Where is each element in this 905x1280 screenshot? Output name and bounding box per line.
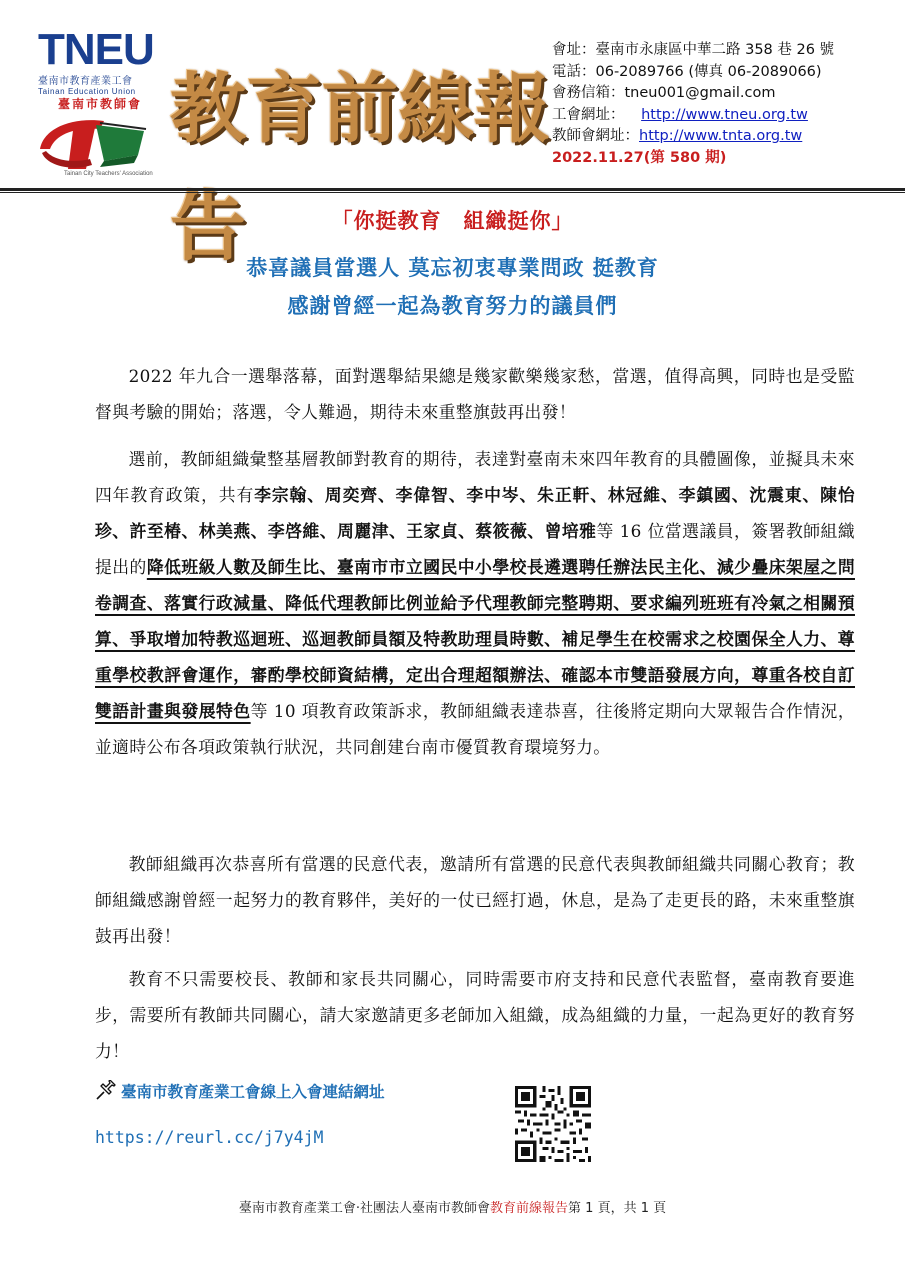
paragraph-4: 教育不只需要校長、教師和家長共同關心，同時需要市府支持和民意代表監督，臺南教育要進步，需要所有教師共同關心，請大家邀請更多老師加入組織，成為組織的力量，一起為更好的教育努力！	[95, 969, 855, 1061]
footer-org: 臺南市教育產業工會‧社團法人臺南市教師會	[238, 1201, 491, 1216]
union-site-line	[552, 105, 897, 127]
headline-line-3: 感謝曾經一起為教育努力的議員們	[287, 294, 618, 318]
tneu-logo	[38, 25, 162, 96]
pushpin-icon	[95, 1080, 117, 1100]
teacher-site-line	[552, 126, 897, 148]
union-site-link[interactable]: http://www.tneu.org.tw	[641, 106, 808, 123]
issue-date: 2022.11.27(第 580 期)	[552, 149, 727, 166]
masthead-text: 教育前線報告	[170, 64, 550, 271]
tta-name-cn: 臺南市教師會	[58, 97, 143, 111]
header-divider	[0, 188, 905, 193]
union-site-label: 工會網址：	[552, 106, 625, 123]
qr-code-icon[interactable]	[515, 1086, 591, 1162]
tta-emblem-icon	[34, 109, 162, 173]
footer-publication: 教育前線報告	[490, 1201, 569, 1216]
email-line: 會務信箱：tneu001@gmail.com	[552, 85, 776, 101]
teacher-site-link[interactable]: http://www.tnta.org.tw	[639, 128, 803, 144]
tneu-name-en: Tainan Education Union	[38, 87, 136, 96]
paragraph-1: 2022 年九合一選舉落幕，面對選舉結果總是幾家歡樂幾家愁，當選，值得高興，同時也是受監督與考驗的開始；落選，令人難過，期待未來重整旗鼓再出發！	[95, 366, 855, 422]
tneu-logo-text: TNEU	[38, 25, 154, 74]
join-label-text: 臺南市教育產業工會線上入會連結網址	[121, 1083, 385, 1101]
footer-page: 第 1 頁，共 1 頁	[568, 1201, 667, 1216]
councilor-names: 李宗翰、周奕齊、李偉智、李中岑、朱正軒、林冠維、李鎮國、沈震東、陳怡珍、許至椿、林美燕、李啓維、周麗津、王家貞、蔡筱薇、曾培雅	[95, 485, 855, 541]
paragraph-3: 教師組織再次恭喜所有當選的民意代表，邀請所有當選的民意代表與教師組織共同關心教育；教師組織感謝曾經一起努力的教育夥伴，美好的一仗已經打過，休息，是為了走更長的路，未來重整旗鼓再出發！	[95, 854, 855, 946]
slogan-title: 「你挺教育 組織挺你」	[331, 209, 574, 233]
paragraph-2-end: 等 10 項教育政策訴求，教師組織表達恭喜，往後將定期向大眾報告合作情況，並適時公布各項政策執行狀況，共同創建台南市優質教育環境努力。	[95, 701, 856, 757]
paragraph-2-mid: 等 16 位當選議員，簽署教師組織提出的	[95, 521, 855, 577]
join-url-link[interactable]: https://reurl.cc/j7y4jM	[95, 1128, 324, 1147]
policy-demands: 降低班級人數及師生比、臺南市市立國民中小學校長遴選聘任辦法民主化、減少疊床架屋之問卷調查、落實行政減量、降低代理教師比例並給予代理教師完整聘期、要求編列班班有冷氣之相關預算、爭取增加特教巡迴班、巡迴教師員額及特教助理員時數、補足學生在校需求之校園保全人力、尊重學校教評會運作，審酌學校師資結構，定出合理超額辦法、確認本市雙語發展方向，尊重各校自訂雙語計畫與發展特色	[95, 557, 855, 721]
headline-line-2: 恭喜議員當選人 莫忘初衷專業問政 挺教育	[246, 256, 659, 280]
page-footer	[0, 1197, 905, 1216]
paragraph-2	[95, 441, 855, 765]
phone-line: 電話：06-2089766 (傳真 06-2089066)	[552, 63, 822, 80]
address-line: 會址：臺南市永康區中華二路 358 巷 26 號	[552, 42, 835, 58]
teacher-site-label: 教師會網址：	[552, 128, 639, 144]
contact-info	[552, 40, 897, 169]
tneu-name-cn: 臺南市教育產業工會	[38, 76, 133, 87]
paragraph-2-intro: 選前，教師組織彙整基層教師對教育的期待，表達對臺南未來四年教育的具體圖像，並擬具未來四年教育政策，共有	[95, 449, 855, 505]
teachers-association-logo	[34, 95, 162, 183]
join-link-label	[95, 1080, 385, 1102]
tta-name-en: Tainan City Teachers' Association	[64, 171, 153, 177]
